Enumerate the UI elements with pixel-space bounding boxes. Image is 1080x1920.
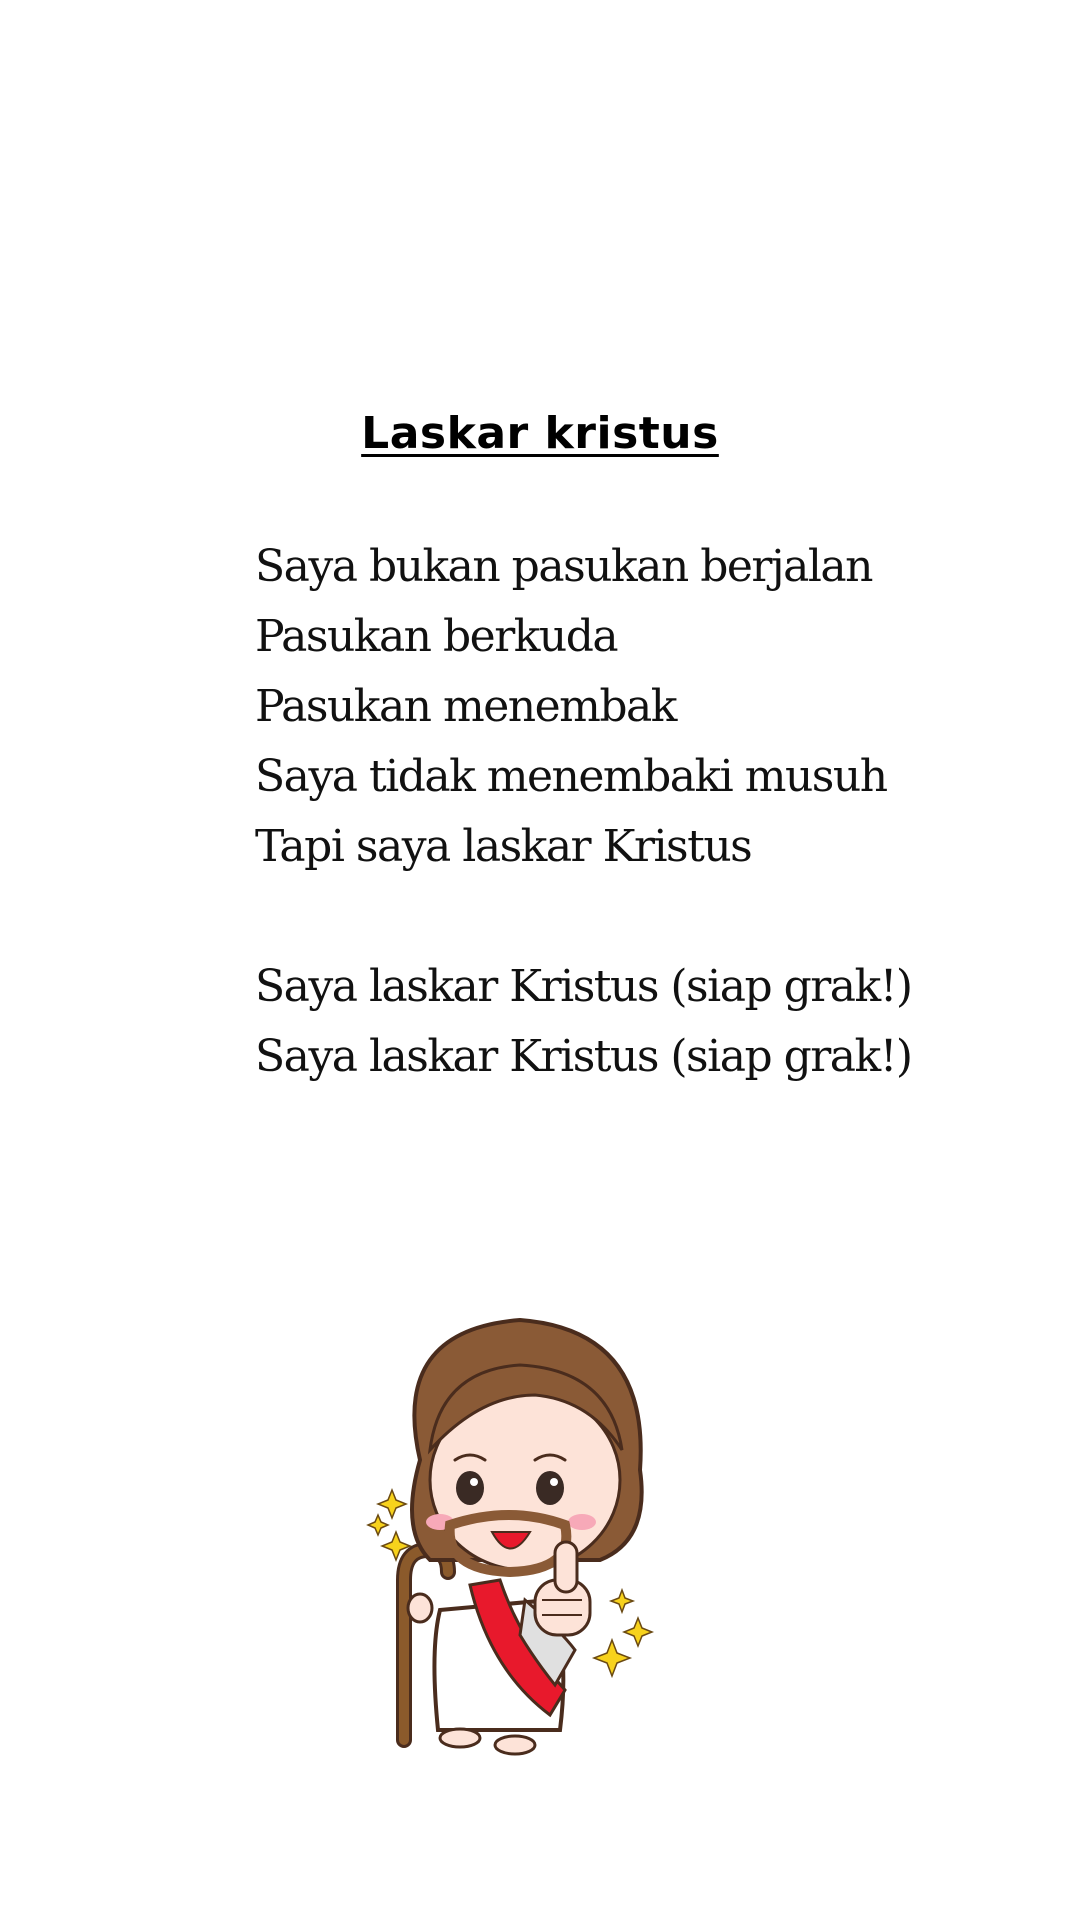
- page-title: Laskar kristus: [361, 408, 719, 459]
- sparkle-icon: [594, 1590, 652, 1676]
- lyric-line: Saya laskar Kristus (siap grak!): [255, 1031, 912, 1082]
- lyric-line: Saya laskar Kristus (siap grak!): [255, 961, 912, 1012]
- verse-2: [255, 952, 1055, 1092]
- lyric-line: Pasukan berkuda: [255, 611, 618, 662]
- verse-1: [255, 532, 1055, 882]
- lyric-line: Saya tidak menembaki musuh: [255, 751, 887, 802]
- lyric-line: Pasukan menembak: [255, 681, 676, 732]
- lyric-line: Saya bukan pasukan berjalan: [255, 541, 872, 592]
- lyrics: [255, 532, 1055, 1162]
- lyric-line: Tapi saya laskar Kristus: [255, 821, 752, 872]
- jesus-thumbs-up-icon: [360, 1310, 720, 1780]
- sparkle-icon: [368, 1490, 410, 1560]
